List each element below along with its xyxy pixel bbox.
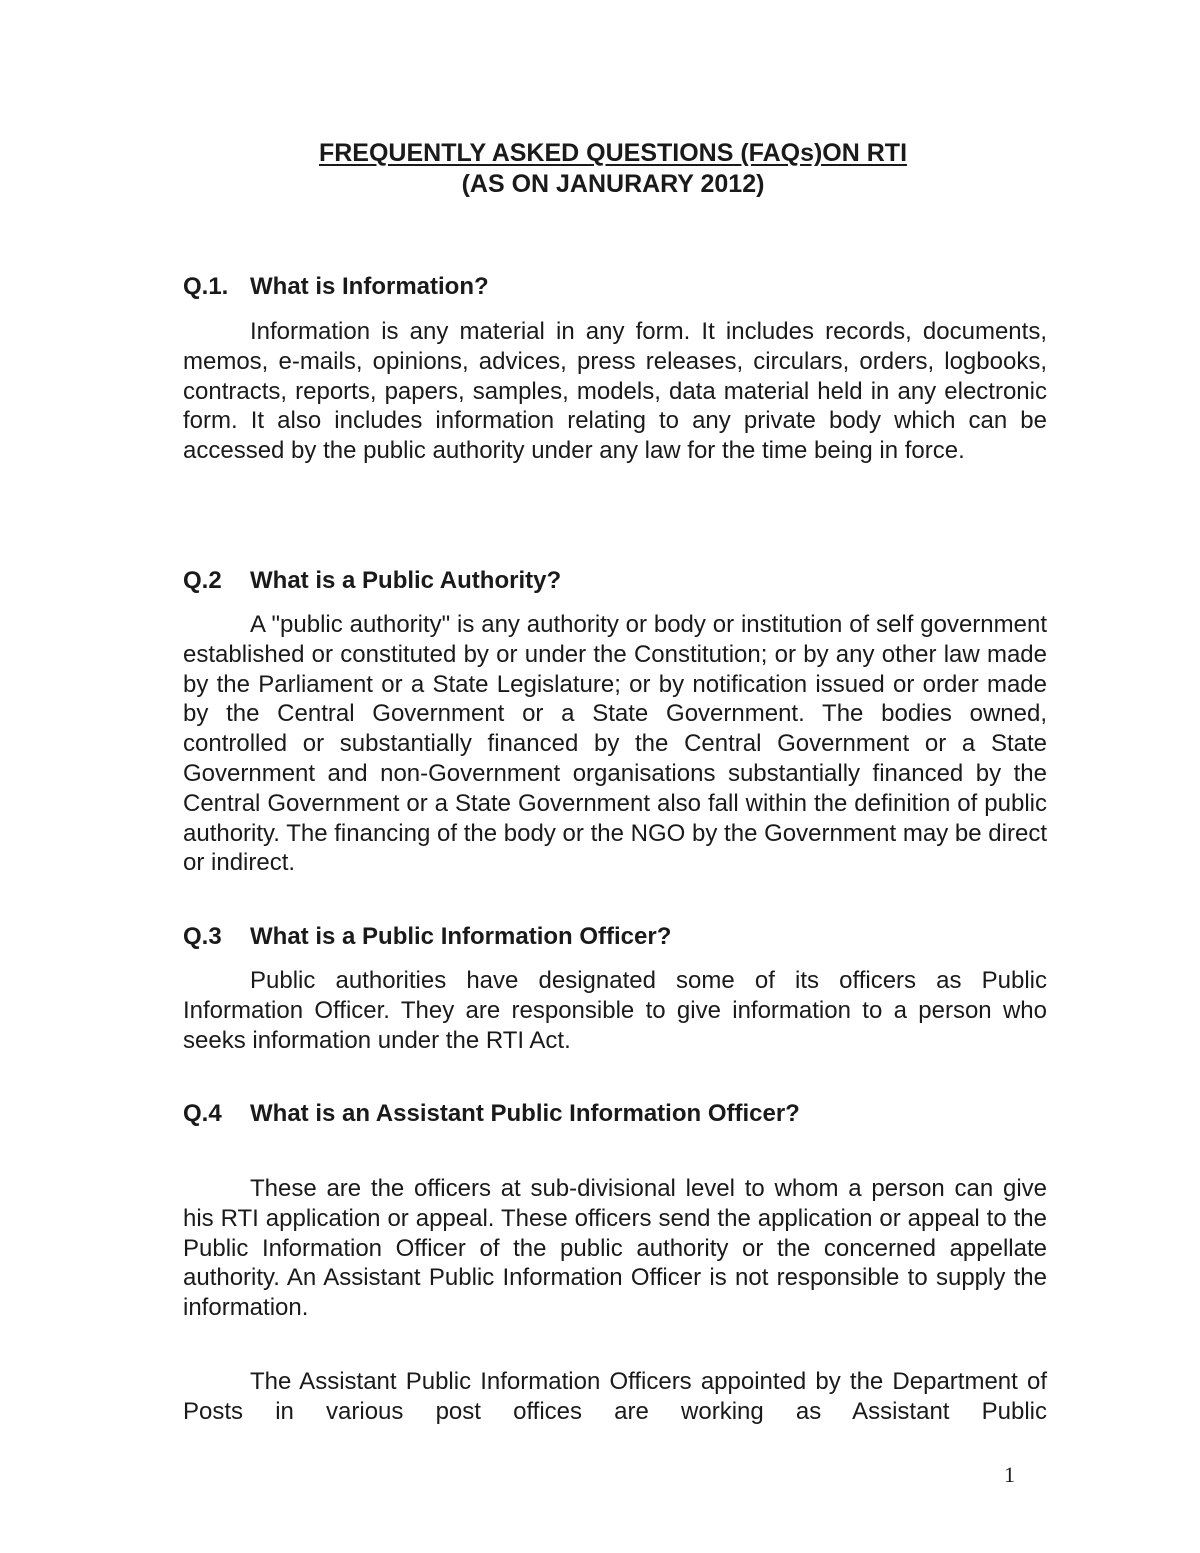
question-number: Q.2 [183,567,222,594]
page-number: 1 [1004,1462,1015,1487]
question-text: What is Information? [250,273,489,300]
question-number: Q.3 [183,923,222,950]
document-title: FREQUENTLY ASKED QUESTIONS (FAQs)ON RTI [318,139,908,167]
question-text: What is a Public Authority? [250,567,562,594]
question-text: What is a Public Information Officer? [250,923,672,950]
question-number: Q.1. [183,273,229,300]
answer-paragraph: Public authorities have designated some of its officers as Public Information Officer. They are responsible to give information to a person who seeks information under the RTI Act. [183,967,1047,1054]
document-subtitle: (AS ON JANURARY 2012) [461,170,765,198]
question-text: What is an Assistant Public Information Officer? [250,1100,800,1127]
answer-paragraph: Information is any material in any form. It includes records, documents, memos, e-mails, opinions, advices, press releases, circulars, orders, logbooks, contracts, reports, papers, samples, models, data material held in any electronic form. It also includes information relating to any private body which can be accessed by the public authority under any law for the time being in force. [183,318,1047,465]
question-heading-1 [183,272,489,302]
answer-paragraph: A "public authority" is any authority or body or institution of self government established or constituted by or under the Constitution; or by any other law made by the Parliament or a State Legislature; or by notification issued or order made by the Central Government or a State Government. The bodies owned, controlled or substantially financed by the Central Government or a State Government and non-Government organisations substantially financed by the Central Government or a State Government also fall within the definition of public authority. The financing of the body or the NGO by the Government may be direct or indirect. [183,611,1047,877]
answer-paragraph: The Assistant Public Information Officers appointed by the Department of Posts in various post offices are working as Assistant Public [183,1368,1047,1425]
question-heading-4 [183,1099,800,1129]
question-heading-2 [183,566,561,596]
answer-paragraph: These are the officers at sub-divisional level to whom a person can give his RTI application or appeal. These officers send the application or appeal to the Public Information Officer of the public authority or the concerned appellate authority. An Assistant Public Information Officer is not responsible to supply the information. [183,1175,1047,1322]
question-heading-3 [183,922,671,952]
question-number: Q.4 [183,1100,222,1127]
